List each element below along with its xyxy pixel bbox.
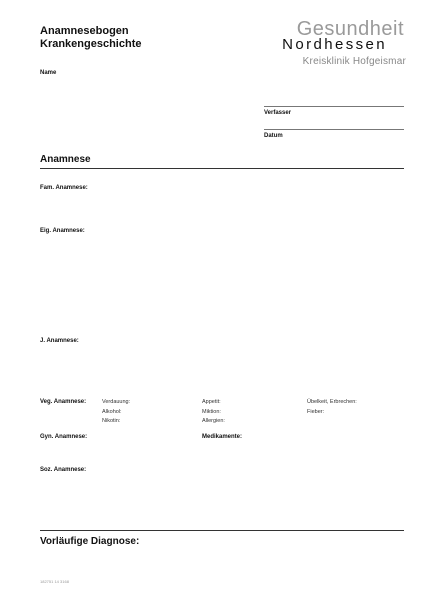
logo-gesundheit: Gesundheit [296, 18, 404, 40]
eig-anamnese-label: Eig. Anamnese: [40, 228, 85, 234]
anamnese-heading: Anamnese [40, 154, 91, 165]
medikamente-label: Medikamente: [202, 434, 243, 440]
form-title [40, 25, 141, 51]
gyn-anamnese-label: Gyn. Anamnese: [40, 434, 88, 440]
veg-item-allergien: Allergien: [202, 418, 225, 424]
logo-nordhessen: Nordhessen [282, 36, 387, 53]
j-anamnese-label: J. Anamnese: [40, 338, 79, 344]
logo-clinic-name: Kreisklinik Hofgeismar [302, 56, 406, 67]
datum-label: Datum [264, 133, 283, 139]
verfasser-label: Verfasser [264, 110, 292, 116]
veg-item-verdauung: Verdauung: [102, 399, 131, 405]
veg-item-fieber: Fieber: [307, 408, 325, 415]
datum-line[interactable] [264, 129, 404, 130]
name-label: Name [40, 70, 57, 76]
diagnose-heading: Vorläufige Diagnose: [40, 536, 140, 547]
veg-item-uebelkeit: Übelkeit, Erbrechen: [307, 399, 357, 405]
veg-column-3 [307, 398, 357, 417]
fam-anamnese-label: Fam. Anamnese: [40, 185, 88, 191]
verfasser-line[interactable] [264, 106, 404, 107]
soz-anamnese-label: Soz. Anamnese: [40, 467, 87, 473]
veg-column-1 [102, 398, 130, 427]
veg-column-2 [202, 398, 225, 427]
veg-item-alkohol: Alkohol: [102, 408, 122, 415]
form-title-line2: Krankengeschichte [40, 38, 142, 50]
form-code: 182751 14 3168 [40, 579, 69, 584]
veg-item-miktion: Miktion: [202, 408, 221, 415]
veg-item-appetit: Appetit: [202, 399, 221, 405]
diagnose-rule [40, 530, 404, 531]
anamnese-rule [40, 168, 404, 169]
veg-item-nikotin: Nikotin: [102, 418, 121, 424]
veg-anamnese-label: Veg. Anamnese: [40, 399, 87, 405]
form-title-line1: Anamnesebogen [40, 25, 129, 37]
